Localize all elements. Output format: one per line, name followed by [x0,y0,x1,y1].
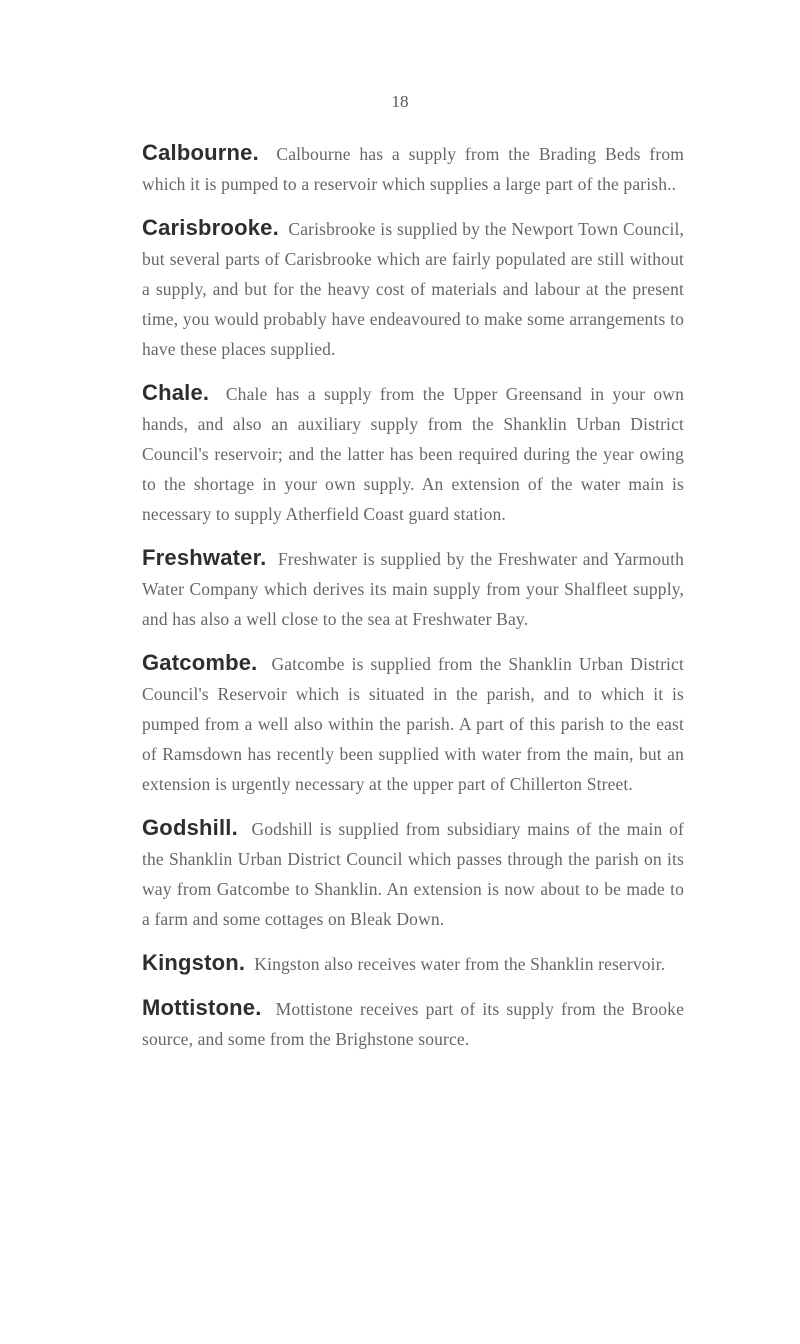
entry-text: Chale has a supply from the Upper Greensand in your own hands, and also an auxiliary supply from the Shanklin Urban District Council's reservoir; and the latter has been required during the year owing to the shortage in your own supply. An extension of the water main is necessary to supply Atherfield Coast guard station. [142,384,684,524]
entry-heading: Gatcombe. [142,650,258,675]
entry-godshill [142,813,684,934]
entry-text: Carisbrooke is supplied by the Newport Town Council, but several parts of Carisbrooke which are fairly populated are still without a supply, and but for the heavy cost of materials and labour at the present time, you would probably have endeavoured to make some arrangements to have these places supplied. [142,219,684,359]
page-number: 18 [391,92,409,111]
entry-gatcombe [142,648,684,799]
entry-heading: Kingston. [142,950,246,975]
entry-heading: Carisbrooke. [142,215,279,240]
entry-carisbrooke [142,213,684,364]
entry-freshwater [142,543,684,634]
entry-text: Kingston also receives water from the Shanklin reservoir. [254,954,666,974]
entry-text: Godshill is supplied from subsidiary mains of the main of the Shanklin Urban District Council which passes through the parish on its way from Gatcombe to Shanklin. An extension is now about to be made to a farm and some cottages on Bleak Down. [142,819,684,929]
entry-calbourne [142,138,684,199]
entry-heading: Freshwater. [142,545,267,570]
entry-heading: Chale. [142,380,210,405]
entry-heading: Mottistone. [142,995,262,1020]
entry-text: Calbourne has a supply from the Brading Beds from which it is pumped to a reservoir which supplies a large part of the parish.. [142,144,684,194]
entry-text: Freshwater is supplied by the Freshwater and Yarmouth Water Company which derives its main supply from your Shalfleet supply, and has also a well close to the sea at Freshwater Bay. [142,549,684,629]
entry-heading: Calbourne. [142,140,259,165]
entry-text: Gatcombe is supplied from the Shanklin Urban District Council's Reservoir which is situated in the parish, and to which it is pumped from a well also within the parish. A part of this parish to the east of Ramsdown has recently been supplied with water from the main, but an extension is urgently necessary at the upper part of Chillerton Street. [142,654,684,794]
entry-mottistone [142,993,684,1054]
entry-heading: Godshill. [142,815,238,840]
entry-chale [142,378,684,529]
entry-kingston [142,948,684,979]
entry-text: Mottistone receives part of its supply from the Brooke source, and some from the Brighstone source. [142,999,684,1049]
report-body [142,138,684,1068]
